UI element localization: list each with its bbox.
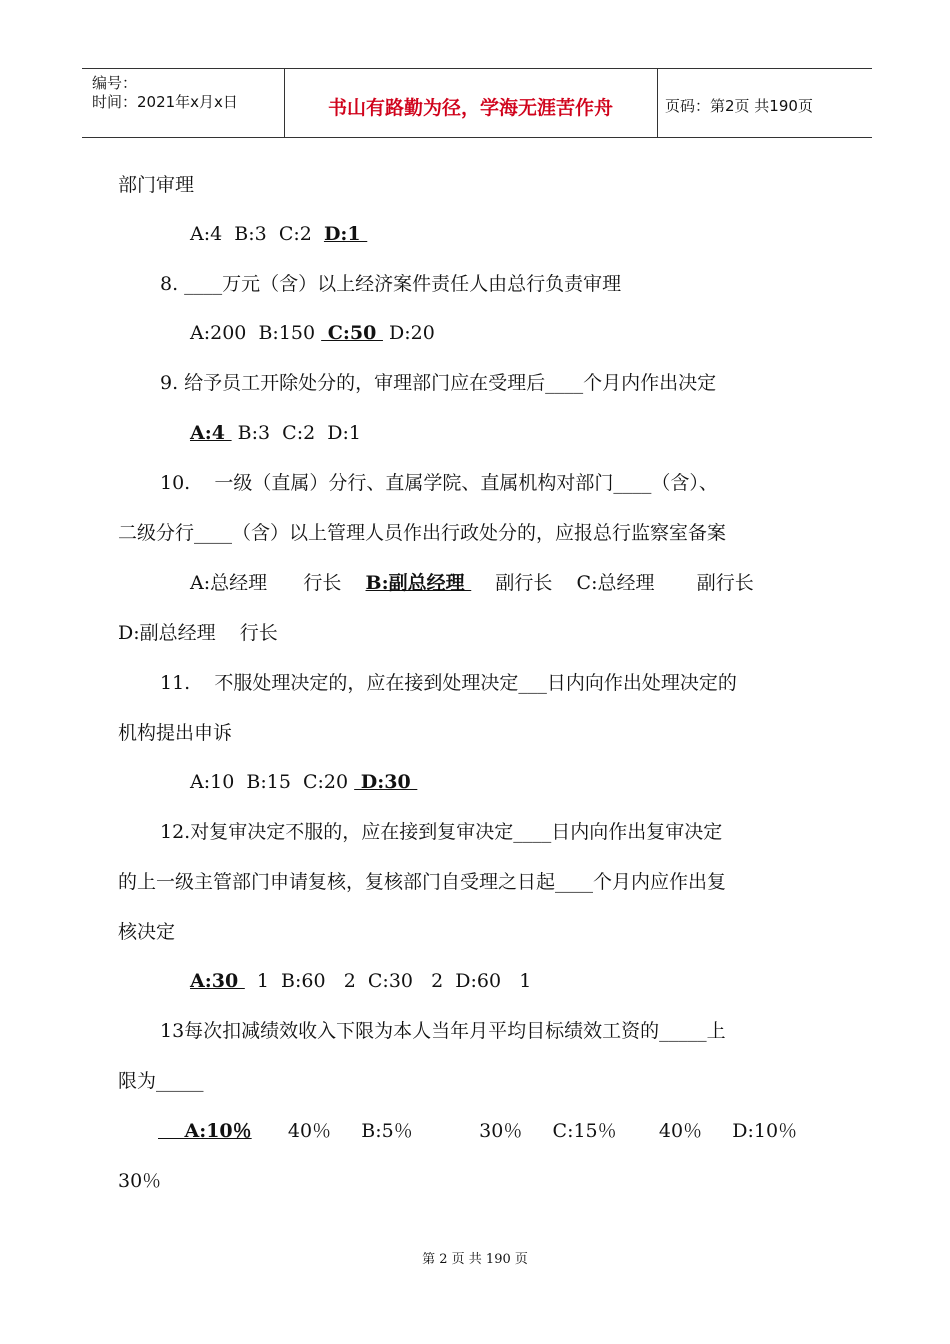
question-line: 限为_____ — [118, 1070, 204, 1092]
question-line: 13每次扣减绩效收入下限为本人当年月平均目标绩效工资的_____上 — [160, 1020, 726, 1042]
question-line: 8. ____万元（含）以上经济案件责任人由总行负责审理 — [160, 273, 622, 295]
correct-answer: A:10％ — [158, 1120, 252, 1142]
answer-options: A:4 B:3 C:2 D:1 — [190, 223, 368, 245]
correct-answer: B:副总经理 — [365, 572, 472, 594]
header-motto: 书山有路勤为径，学海无涯苦作舟 — [327, 97, 613, 119]
correct-answer: A:4 — [190, 422, 232, 444]
question-line: 12.对复审决定不服的，应在接到复审决定____日内向作出复审决定 — [160, 821, 723, 843]
answer-options: A:200 B:150 C:50 D:20 — [190, 322, 435, 344]
question-line: 的上一级主管部门申请复核，复核部门自受理之日起____个月内应作出复 — [118, 871, 727, 893]
answer-options: A:30 1 B:60 2 C:30 2 D:60 1 — [190, 970, 532, 992]
question-line: 11. 不服处理决定的，应在接到处理决定___日内向作出处理决定的 — [160, 672, 737, 694]
header-page-cell — [657, 69, 872, 137]
document-time-label: 时间：2021年x月x日 — [92, 93, 238, 111]
answer-options: A:总经理 行长 B:副总经理 副行长 C:总经理 副行长 — [190, 572, 754, 594]
text-line: 部门审理 — [118, 174, 195, 196]
correct-answer: D:30 — [354, 771, 418, 793]
header-page-code: 页码：第2页 共190页 — [665, 97, 813, 115]
answer-options: 30％ — [118, 1170, 162, 1192]
question-line: 10. 一级（直属）分行、直属学院、直属机构对部门____（含）、 — [160, 472, 718, 494]
header-motto-cell — [284, 69, 658, 137]
question-line: 核决定 — [118, 921, 176, 943]
page-header — [82, 68, 872, 138]
page-footer: 第 2 页 共 190 页 — [422, 1252, 528, 1267]
question-line: 机构提出申诉 — [118, 722, 233, 744]
correct-answer: C:50 — [321, 322, 383, 344]
answer-options: A:4 B:3 C:2 D:1 — [190, 422, 361, 444]
correct-answer: D:1 — [323, 223, 368, 245]
question-line: 9. 给予员工开除处分的，审理部门应在受理后____个月内作出决定 — [160, 372, 717, 394]
question-line: 二级分行____（含）以上管理人员作出行政处分的，应报总行监察室备案 — [118, 522, 727, 544]
correct-answer: A:30 — [190, 970, 245, 992]
document-number-label: 编号： — [92, 74, 138, 92]
header-info-cell — [82, 69, 285, 137]
answer-options: A:10％ 40％ B:5％ 30％ C:15％ 40％ D:10％ — [158, 1120, 798, 1142]
answer-options: A:10 B:15 C:20 D:30 — [190, 771, 418, 793]
answer-options: D:副总经理 行长 — [118, 622, 278, 644]
